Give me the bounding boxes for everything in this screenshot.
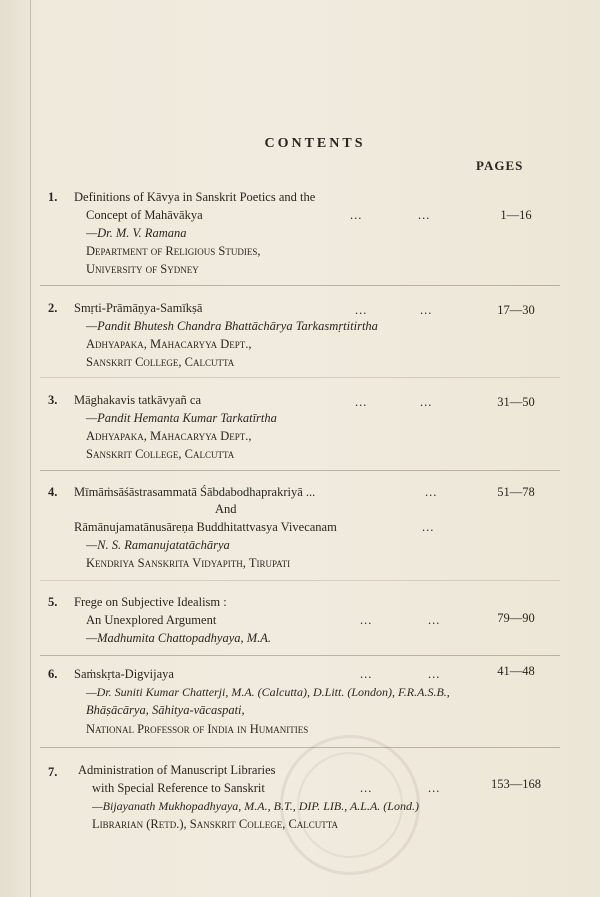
entry-author: —Dr. M. V. Ramana (86, 226, 187, 240)
entry-author: —Madhumita Chattopadhyaya, M.A. (86, 631, 272, 645)
entry-affiliation: Adhyapaka, Mahacaryya Dept., (86, 337, 252, 351)
entry-number: 7. (48, 765, 58, 779)
entry-affiliation: Sanskrit College, Calcutta (86, 447, 235, 461)
page-range: 79—90 (497, 611, 535, 625)
entry-title-continued: Concept of Mahāvākya (86, 208, 203, 222)
entry-number: 1. (48, 190, 58, 204)
entry-number: 6. (48, 667, 58, 681)
contents-heading: CONTENTS (264, 136, 366, 151)
pages-column-label: PAGES (476, 158, 524, 173)
entry-title: Mīmāṁsāśāstrasammatā Śābdabodhaprakriyā ... (74, 485, 316, 499)
leader-dots: ... (360, 613, 373, 627)
entry-conjunction: And (215, 502, 237, 516)
page-range: 17—30 (497, 303, 535, 317)
entry-title: Smṛti-Prāmāṇya-Samīkṣā (74, 301, 203, 315)
entry-number: 4. (48, 485, 58, 499)
entry-title: Administration of Manuscript Libraries (78, 763, 276, 777)
leader-dots: ... (422, 520, 435, 534)
leader-dots: ... (360, 781, 373, 795)
library-stamp (280, 735, 420, 875)
leader-dots: ... (420, 303, 433, 317)
entry-number: 2. (48, 301, 58, 315)
entry-affiliation: Librarian (Retd.), Sanskrit College, Calcutta (92, 817, 339, 831)
page-range: 41—48 (497, 664, 535, 678)
leader-dots: ... (360, 667, 373, 681)
section-divider (40, 377, 560, 378)
page-range: 153—168 (491, 777, 541, 791)
section-divider (40, 470, 560, 471)
entry-title-continued: with Special Reference to Sanskrit (92, 781, 265, 795)
leader-dots: ... (428, 781, 441, 795)
entry-number: 5. (48, 595, 58, 609)
page-range: 1—16 (500, 208, 532, 222)
page-range: 51—78 (497, 485, 535, 499)
page-range: 31—50 (497, 395, 535, 409)
leader-dots: ... (420, 395, 433, 409)
entry-title-continued: An Unexplored Argument (86, 613, 217, 627)
entry-author: —Pandit Hemanta Kumar Tarkatīrtha (86, 411, 277, 425)
entry-number: 3. (48, 393, 58, 407)
section-divider (40, 580, 560, 581)
entry-author-titles: Bhāṣācārya, Sāhitya-vācaspati, (86, 703, 245, 717)
entry-author: —Bijayanath Mukhopadhyaya, M.A., B.T., DIP. LIB., A.L.A. (Lond.) (92, 799, 419, 813)
entry-author: —N. S. Ramanujatatāchārya (86, 538, 230, 552)
entry-affiliation: Adhyapaka, Mahacaryya Dept., (86, 429, 252, 443)
leader-dots: ... (350, 208, 363, 222)
entry-author: —Pandit Bhutesh Chandra Bhattāchārya Tarkasmṛtitirtha (86, 319, 378, 333)
leader-dots: ... (428, 667, 441, 681)
entry-title-continued: Rāmānujamatānusāreṇa Buddhitattvasya Vivecanam (74, 520, 337, 534)
leader-dots: ... (355, 303, 368, 317)
entry-affiliation: University of Sydney (86, 262, 199, 276)
entry-title: Saṁskṛta-Digvijaya (74, 667, 174, 681)
entry-affiliation: National Professor of India in Humanities (86, 722, 309, 736)
section-divider (40, 285, 560, 286)
entry-affiliation: Kendriya Sanskrita Vidyapith, Tirupati (86, 556, 291, 570)
entry-title: Māghakavis tatkāvyañ ca (74, 393, 202, 407)
section-divider (40, 747, 560, 748)
entry-affiliation: Sanskrit College, Calcutta (86, 355, 235, 369)
leader-dots: ... (428, 613, 441, 627)
binding-edge (30, 0, 31, 897)
entry-affiliation: Department of Religious Studies, (86, 244, 261, 258)
section-divider (40, 655, 560, 656)
entry-author: —Dr. Suniti Kumar Chatterji, M.A. (Calcutta), D.Litt. (London), F.R.A.S.B., (86, 685, 450, 699)
leader-dots: ... (418, 208, 431, 222)
leader-dots: ... (355, 395, 368, 409)
entry-title: Frege on Subjective Idealism : (74, 595, 227, 609)
leader-dots: ... (425, 485, 438, 499)
entry-title: Definitions of Kāvya in Sanskrit Poetics and the (74, 190, 316, 204)
